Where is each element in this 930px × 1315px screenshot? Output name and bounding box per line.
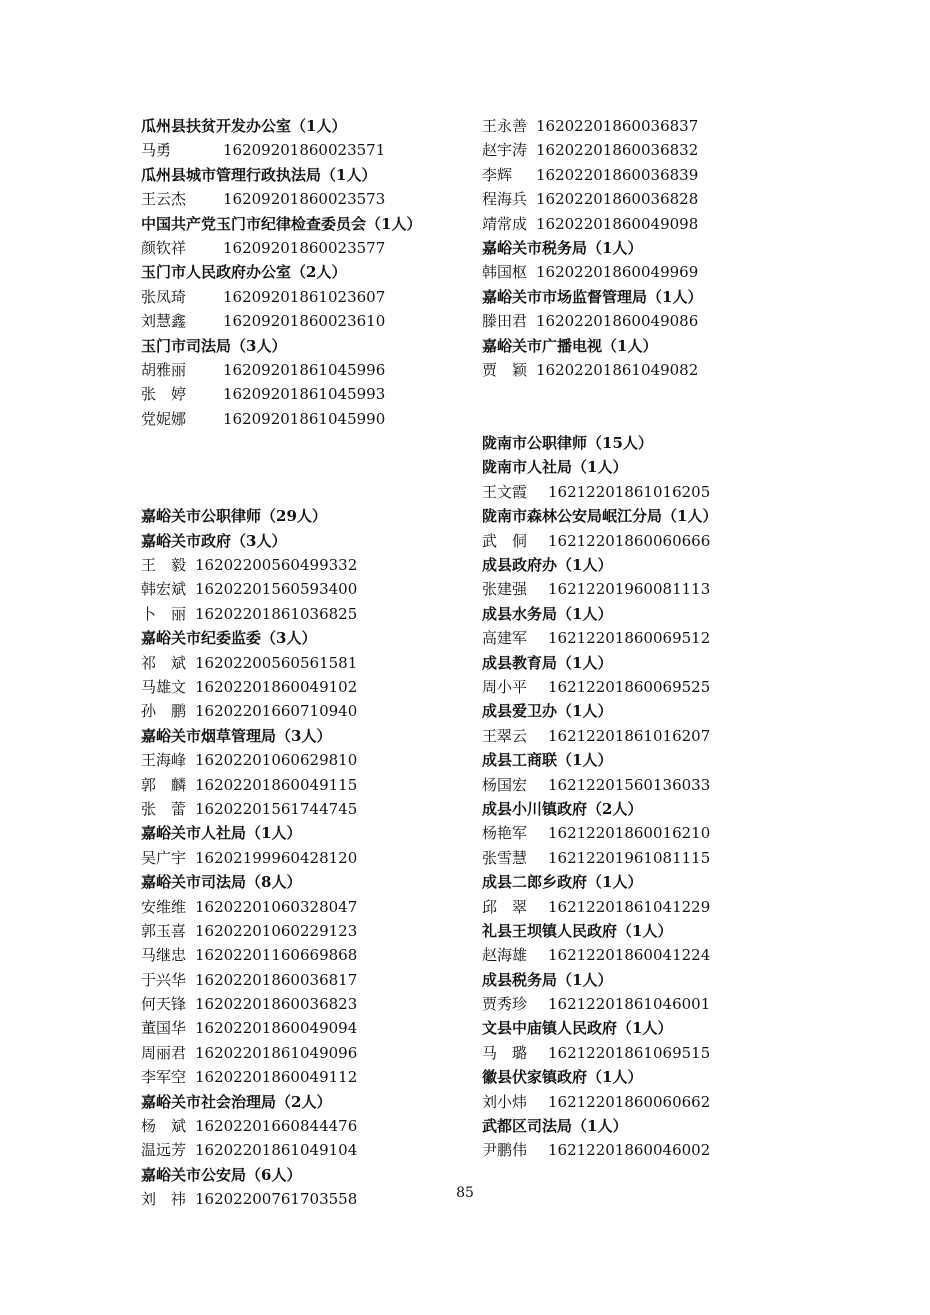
section-heading: 徽县伏家镇政府（1人） <box>482 1068 643 1087</box>
person-name: 程海兵 <box>482 190 528 209</box>
person-entry <box>141 1016 471 1040</box>
person-entry <box>141 1041 471 1065</box>
person-entry <box>141 1114 471 1138</box>
certificate-number: 16202200761703558 <box>195 1190 358 1209</box>
person-entry <box>141 943 471 967</box>
section-heading: 嘉峪关市司法局（8人） <box>141 873 302 892</box>
person-entry <box>141 602 471 626</box>
person-entry <box>141 968 471 992</box>
certificate-number: 16202201860036817 <box>195 970 358 989</box>
person-name: 赵海雄 <box>482 946 528 965</box>
certificate-number: 16202201860049094 <box>195 1019 358 1038</box>
section-heading: 陇南市森林公安局岷江分局（1人） <box>482 507 718 526</box>
certificate-number: 16212201860060666 <box>548 531 711 550</box>
spacer <box>482 382 912 406</box>
certificate-number: 16209201861045996 <box>223 360 386 379</box>
person-name: 杨艳军 <box>482 824 528 843</box>
person-name: 高建军 <box>482 629 528 648</box>
certificate-number: 16202201660844476 <box>195 1117 358 1136</box>
person-entry <box>482 1041 912 1065</box>
person-name: 贾秀珍 <box>482 995 528 1014</box>
certificate-number: 16212201960081113 <box>548 580 711 599</box>
section-heading: 文县中庙镇人民政府（1人） <box>482 1019 673 1038</box>
left-column <box>141 114 471 1212</box>
person-entry <box>482 212 912 236</box>
person-entry <box>141 895 471 919</box>
person-entry <box>482 943 912 967</box>
certificate-number: 16202201060629810 <box>195 751 358 770</box>
person-name: 韩宏斌 <box>141 580 187 599</box>
section-heading: 成县税务局（1人） <box>482 970 613 989</box>
person-name: 王海峰 <box>141 751 187 770</box>
person-name: 张雪慧 <box>482 848 528 867</box>
section-heading: 玉门市人民政府办公室（2人） <box>141 263 347 282</box>
person-name: 郭玉喜 <box>141 921 187 940</box>
section-heading: 嘉峪关市政府（3人） <box>141 531 287 550</box>
person-name: 张 婷 <box>141 385 187 404</box>
page-number: 85 <box>456 1185 474 1201</box>
certificate-number: 16212201860046002 <box>548 1141 711 1160</box>
person-entry <box>482 187 912 211</box>
person-name: 马 璐 <box>482 1043 528 1062</box>
spacer <box>482 407 912 431</box>
certificate-number: 16202201860049115 <box>195 775 358 794</box>
section-heading: 成县政府办（1人） <box>482 556 613 575</box>
person-name: 马继忠 <box>141 946 187 965</box>
person-name: 杨 斌 <box>141 1117 187 1136</box>
section-heading: 成县小川镇政府（2人） <box>482 799 643 818</box>
certificate-number: 16209201860023610 <box>223 312 386 331</box>
person-entry <box>141 553 471 577</box>
person-entry <box>141 748 471 772</box>
certificate-number: 16202201560593400 <box>195 580 358 599</box>
certificate-number: 16212201861069515 <box>548 1043 711 1062</box>
person-name: 尹鹏伟 <box>482 1141 528 1160</box>
person-name: 孙 鹏 <box>141 702 187 721</box>
certificate-number: 16202201660710940 <box>195 702 358 721</box>
person-name: 马雄文 <box>141 677 187 696</box>
person-entry <box>141 773 471 797</box>
person-entry <box>482 358 912 382</box>
person-name: 安维维 <box>141 897 187 916</box>
person-entry <box>141 1138 471 1162</box>
certificate-number: 16202201860049098 <box>536 214 699 233</box>
certificate-number: 16212201560136033 <box>548 775 711 794</box>
person-name: 李辉 <box>482 165 513 184</box>
person-name: 靖常成 <box>482 214 528 233</box>
person-name: 王 毅 <box>141 556 187 575</box>
person-entry <box>482 626 912 650</box>
person-name: 刘慧鑫 <box>141 312 187 331</box>
person-name: 李军空 <box>141 1068 187 1087</box>
certificate-number: 16212201860041224 <box>548 946 711 965</box>
person-name: 胡雅丽 <box>141 360 187 379</box>
person-name: 王云杰 <box>141 190 187 209</box>
person-name: 贾 颖 <box>482 360 528 379</box>
person-entry <box>141 138 471 162</box>
certificate-number: 16202201561744745 <box>195 799 358 818</box>
person-entry <box>141 187 471 211</box>
person-entry <box>141 285 471 309</box>
person-entry <box>482 992 912 1016</box>
spacer <box>141 431 471 455</box>
certificate-number: 16202201860049102 <box>195 677 358 696</box>
person-entry <box>482 138 912 162</box>
section-heading: 成县工商联（1人） <box>482 751 613 770</box>
section-heading: 陇南市人社局（1人） <box>482 458 628 477</box>
certificate-number: 16212201860069512 <box>548 629 711 648</box>
certificate-number: 16212201861016205 <box>548 482 711 501</box>
certificate-number: 16202200560561581 <box>195 653 358 672</box>
spacer <box>141 455 471 479</box>
certificate-number: 16202201861036825 <box>195 604 358 623</box>
person-entry <box>482 114 912 138</box>
section-heading: 嘉峪关市纪委监委（3人） <box>141 629 317 648</box>
certificate-number: 16212201860069525 <box>548 677 711 696</box>
certificate-number: 16202201860036832 <box>536 141 699 160</box>
person-entry <box>141 577 471 601</box>
certificate-number: 16202201860049086 <box>536 312 699 331</box>
person-name: 何天锋 <box>141 995 187 1014</box>
certificate-number: 16202201860036839 <box>536 165 699 184</box>
person-name: 周小平 <box>482 677 528 696</box>
person-name: 王翠云 <box>482 726 528 745</box>
person-entry <box>482 846 912 870</box>
section-heading: 玉门市司法局（3人） <box>141 336 287 355</box>
section-heading: 嘉峪关市社会治理局（2人） <box>141 1092 332 1111</box>
certificate-number: 16202201860049969 <box>536 263 699 282</box>
section-heading: 成县二郎乡政府（1人） <box>482 873 643 892</box>
section-heading: 嘉峪关市公职律师（29人） <box>141 507 327 526</box>
person-entry <box>141 407 471 431</box>
person-entry <box>482 821 912 845</box>
person-name: 吴广宇 <box>141 848 187 867</box>
certificate-number: 16202201861049082 <box>536 360 699 379</box>
section-heading: 嘉峪关市市场监督管理局（1人） <box>482 287 703 306</box>
person-entry <box>482 773 912 797</box>
person-entry <box>141 382 471 406</box>
certificate-number: 16202201861049104 <box>195 1141 358 1160</box>
certificate-number: 16212201861046001 <box>548 995 711 1014</box>
person-entry <box>141 699 471 723</box>
certificate-number: 16209201860023577 <box>223 238 386 257</box>
spacer <box>141 480 471 504</box>
person-name: 温远芳 <box>141 1141 187 1160</box>
person-name: 颜钦祥 <box>141 238 187 257</box>
person-entry <box>141 358 471 382</box>
person-entry <box>482 260 912 284</box>
person-entry <box>141 992 471 1016</box>
person-entry <box>482 163 912 187</box>
right-column <box>482 114 912 1163</box>
person-name: 滕田君 <box>482 312 528 331</box>
certificate-number: 16212201861041229 <box>548 897 711 916</box>
certificate-number: 16202201160669868 <box>195 946 358 965</box>
section-heading: 嘉峪关市广播电视（1人） <box>482 336 658 355</box>
person-name: 董国华 <box>141 1019 187 1038</box>
person-entry <box>141 651 471 675</box>
certificate-number: 16212201860060662 <box>548 1092 711 1111</box>
person-name: 祁 斌 <box>141 653 187 672</box>
certificate-number: 16212201861016207 <box>548 726 711 745</box>
section-heading: 武都区司法局（1人） <box>482 1117 628 1136</box>
certificate-number: 16202201861049096 <box>195 1043 358 1062</box>
section-heading: 瓜州县扶贫开发办公室（1人） <box>141 117 347 135</box>
person-name: 赵宇涛 <box>482 141 528 160</box>
person-entry <box>141 1065 471 1089</box>
person-name: 马勇 <box>141 141 172 160</box>
person-entry <box>482 309 912 333</box>
certificate-number: 16209201861045993 <box>223 385 386 404</box>
certificate-number: 16202201860036823 <box>195 995 358 1014</box>
certificate-number: 16202201860049112 <box>195 1068 358 1087</box>
person-entry <box>482 577 912 601</box>
person-entry <box>482 895 912 919</box>
person-name: 张凤琦 <box>141 287 187 306</box>
certificate-number: 16202201060229123 <box>195 921 358 940</box>
person-name: 卜 丽 <box>141 604 187 623</box>
person-name: 周丽君 <box>141 1043 187 1062</box>
person-name: 王永善 <box>482 117 528 135</box>
section-heading: 中国共产党玉门市纪律检查委员会（1人） <box>141 214 422 233</box>
certificate-number: 16202200560499332 <box>195 556 358 575</box>
person-entry <box>141 797 471 821</box>
person-name: 于兴华 <box>141 970 187 989</box>
person-name: 杨国宏 <box>482 775 528 794</box>
person-entry <box>482 724 912 748</box>
section-heading: 成县水务局（1人） <box>482 604 613 623</box>
person-name: 党妮娜 <box>141 409 187 428</box>
person-name: 刘小炜 <box>482 1092 528 1111</box>
section-heading: 成县爱卫办（1人） <box>482 702 613 721</box>
certificate-number: 16212201961081115 <box>548 848 711 867</box>
certificate-number: 16209201860023573 <box>223 190 386 209</box>
person-name: 韩国枢 <box>482 263 528 282</box>
person-name: 邱 翠 <box>482 897 528 916</box>
person-entry <box>482 1138 912 1162</box>
person-entry <box>482 529 912 553</box>
person-entry <box>141 919 471 943</box>
section-heading: 陇南市公职律师（15人） <box>482 434 653 453</box>
section-heading: 嘉峪关市税务局（1人） <box>482 238 643 257</box>
person-name: 王文霞 <box>482 482 528 501</box>
person-name: 武 侗 <box>482 531 528 550</box>
certificate-number: 16209201860023571 <box>223 141 386 160</box>
person-entry <box>482 1090 912 1114</box>
person-name: 张建强 <box>482 580 528 599</box>
section-heading: 嘉峪关市人社局（1人） <box>141 824 302 843</box>
certificate-number: 16202201860036828 <box>536 190 699 209</box>
person-name: 张 蕾 <box>141 799 187 818</box>
certificate-number: 16202199960428120 <box>195 848 358 867</box>
section-heading: 嘉峪关市公安局（6人） <box>141 1165 302 1184</box>
person-entry <box>141 846 471 870</box>
section-heading: 嘉峪关市烟草管理局（3人） <box>141 726 332 745</box>
section-heading: 礼县王坝镇人民政府（1人） <box>482 921 673 940</box>
section-heading: 成县教育局（1人） <box>482 653 613 672</box>
certificate-number: 16209201861023607 <box>223 287 386 306</box>
person-name: 刘 祎 <box>141 1190 187 1209</box>
person-entry <box>482 480 912 504</box>
person-entry <box>482 675 912 699</box>
person-name: 郭 麟 <box>141 775 187 794</box>
person-entry <box>141 309 471 333</box>
section-heading: 瓜州县城市管理行政执法局（1人） <box>141 165 377 184</box>
certificate-number: 16202201860036837 <box>536 117 699 135</box>
certificate-number: 16212201860016210 <box>548 824 711 843</box>
certificate-number: 16202201060328047 <box>195 897 358 916</box>
person-entry <box>141 236 471 260</box>
certificate-number: 16209201861045990 <box>223 409 386 428</box>
person-entry <box>141 675 471 699</box>
